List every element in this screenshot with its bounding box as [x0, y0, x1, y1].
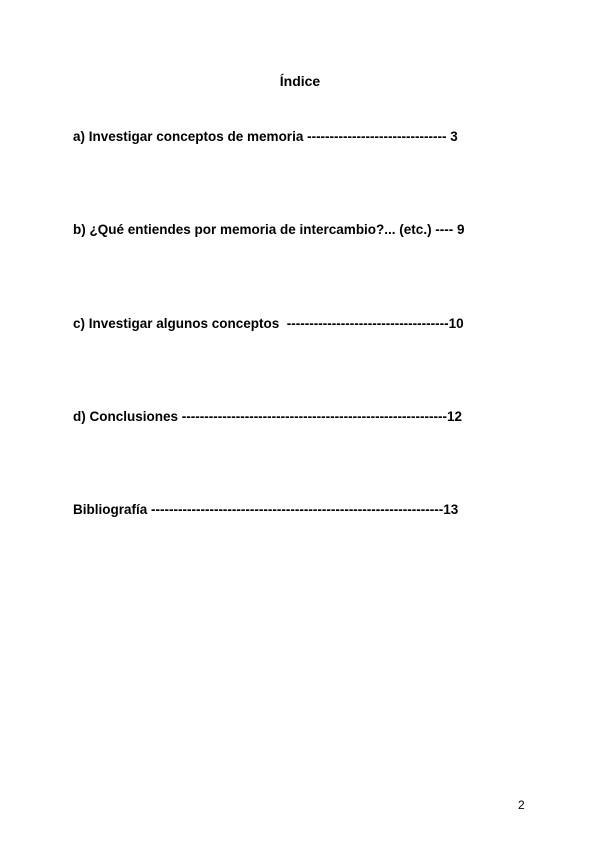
toc-entry-bibliografia: Bibliografía -----------------------------------------------------------------13: [73, 502, 459, 517]
toc-entry-conclusiones: d) Conclusiones -----------------------------------------------------------12: [73, 409, 463, 424]
toc-entry-investigar-algunos-conceptos: c) Investigar algunos conceptos ------------------------------------10: [73, 316, 464, 331]
page-title: Índice: [279, 73, 321, 89]
page-number: 2: [518, 798, 525, 812]
toc-entry-investigar-conceptos-memoria: a) Investigar conceptos de memoria ------------------------------- 3: [73, 129, 458, 144]
toc-entry-memoria-intercambio: b) ¿Qué entiendes por memoria de intercambio?... (etc.) ---- 9: [73, 222, 465, 237]
